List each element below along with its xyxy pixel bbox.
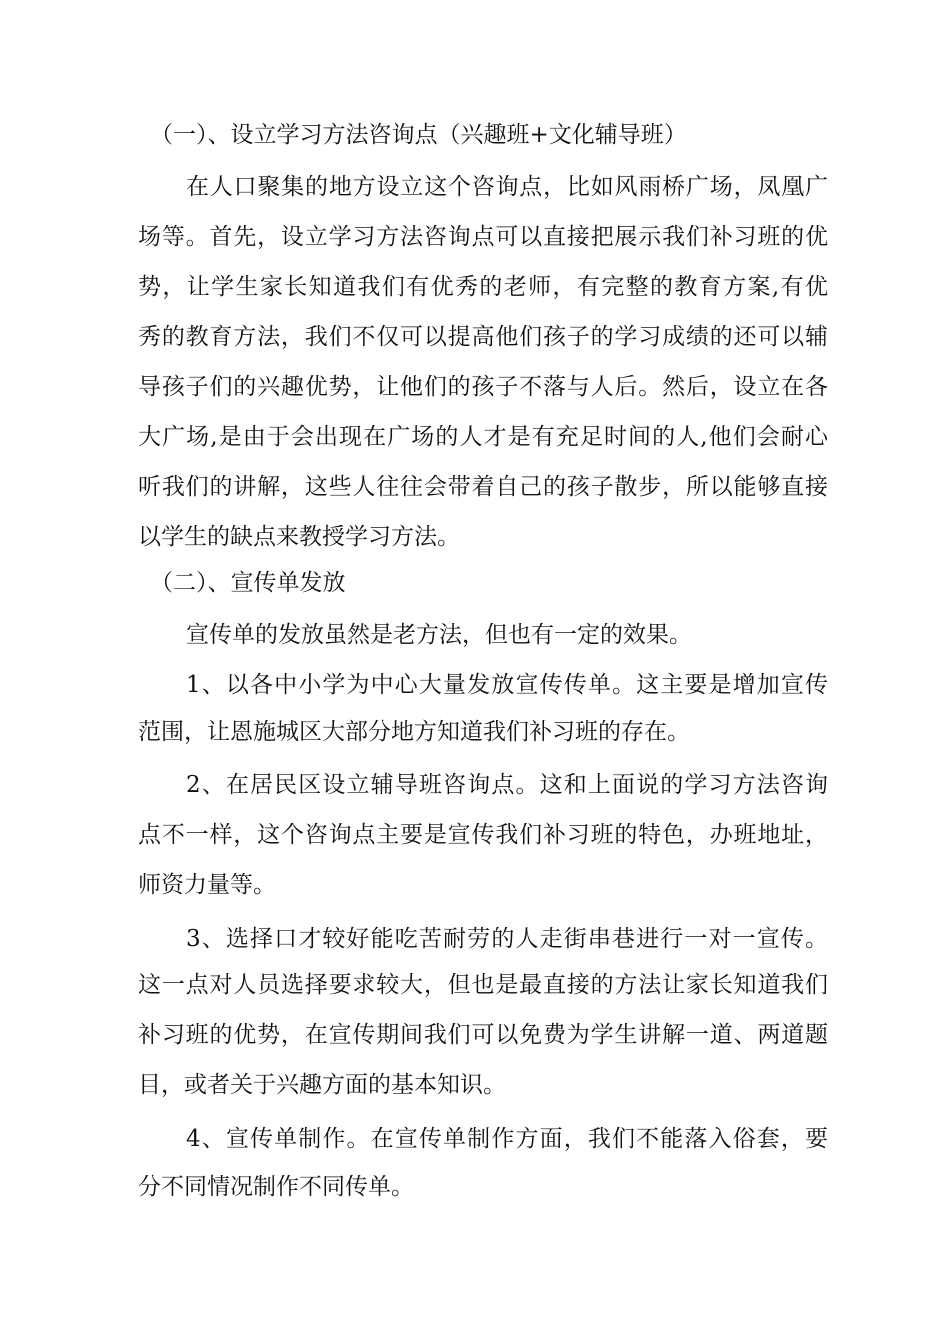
section1-paragraph-line: 势，让学生家长知道我们有优秀的老师，有完整的教育方案,有优 [138, 274, 828, 300]
section1-paragraph-line: 导孩子们的兴趣优势，让他们的孩子不落与人后。然后，设立在各 [138, 374, 828, 400]
item3-line: 3、选择口才较好能吃苦耐劳的人走街串巷进行一对一宣传。 [186, 926, 828, 952]
item2-line: 点不一样，这个咨询点主要是宣传我们补习班的特色，办班地址， [138, 822, 828, 848]
section1-paragraph-line: 秀的教育方法，我们不仅可以提高他们孩子的学习成绩的还可以辅 [138, 324, 828, 350]
item4-line: 4、宣传单制作。在宣传单制作方面，我们不能落入俗套，要 [186, 1126, 828, 1152]
item4-line: 分不同情况制作不同传单。 [138, 1174, 414, 1200]
section1-paragraph-line: 场等。首先，设立学习方法咨询点可以直接把展示我们补习班的优 [138, 224, 828, 250]
section2-heading: （二）、宣传单发放 [150, 570, 346, 596]
section1-paragraph-line: 以学生的缺点来教授学习方法。 [138, 524, 460, 550]
item2-line: 师资力量等。 [138, 872, 276, 898]
section1-paragraph-line: 在人口聚集的地方设立这个咨询点，比如风雨桥广场，凤凰广 [186, 174, 828, 200]
section2-intro: 宣传单的发放虽然是老方法，但也有一定的效果。 [186, 622, 692, 648]
section1-heading: （一）、设立学习方法咨询点（兴趣班+文化辅导班） [150, 122, 687, 148]
item1-line: 范围，让恩施城区大部分地方知道我们补习班的存在。 [138, 719, 690, 745]
item3-line: 这一点对人员选择要求较大，但也是最直接的方法让家长知道我们 [138, 972, 828, 998]
item3-line: 补习班的优势，在宣传期间我们可以免费为学生讲解一道、两道题 [138, 1022, 828, 1048]
item2-line: 2、在居民区设立辅导班咨询点。这和上面说的学习方法咨询 [186, 772, 828, 798]
item1-line: 1、以各中小学为中心大量发放宣传传单。这主要是增加宣传 [186, 672, 828, 698]
item3-line: 目，或者关于兴趣方面的基本知识。 [138, 1072, 506, 1098]
section1-paragraph-line: 大广场,是由于会出现在广场的人才是有充足时间的人,他们会耐心 [138, 424, 828, 450]
section1-paragraph-line: 听我们的讲解，这些人往往会带着自己的孩子散步，所以能够直接 [138, 474, 828, 500]
